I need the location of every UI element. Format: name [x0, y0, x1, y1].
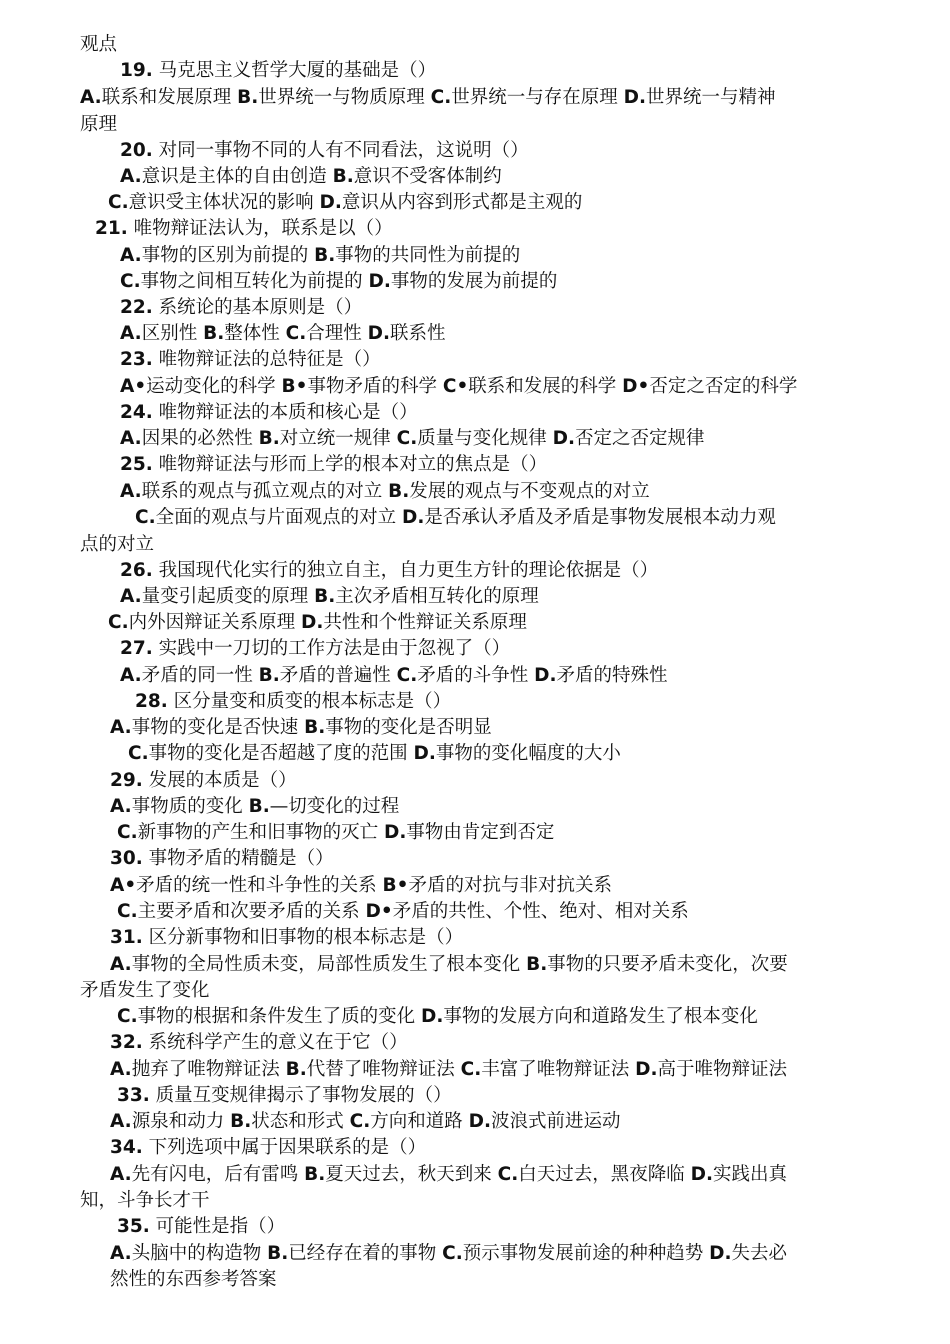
question-32: 32. 系统科学产生的意义在于它（） [110, 1032, 408, 1053]
options-21: C.事物之间相互转化为前提的 D.事物的发展为前提的 [120, 271, 558, 292]
options-26: C.内外因辩证关系原理 D.共性和个性辩证关系原理 [108, 612, 527, 633]
options-34: A.先有闪电，后有雷鸣 B.夏天过去，秋天到来 C.白天过去，黑夜降临 D.实践出真 [110, 1164, 788, 1185]
text-line: 原理 [80, 114, 118, 135]
question-26: 26. 我国现代化实行的独立自主，自力更生方针的理论依据是（） [120, 560, 659, 581]
options-29: C.新事物的产生和旧事物的灭亡 D.事物由肯定到否定 [117, 822, 555, 843]
options-26: A.量变引起质变的原理 B.主次矛盾相互转化的原理 [120, 586, 539, 607]
options-30: C.主要矛盾和次要矛盾的关系 D•矛盾的共性、个性、绝对、相对关系 [117, 901, 689, 922]
options-31: C.事物的根据和条件发生了质的变化 D.事物的发展方向和道路发生了根本变化 [117, 1006, 758, 1027]
options-32: A.抛弃了唯物辩证法 B.代替了唯物辩证法 C.丰富了唯物辩证法 D.高于唯物辩证法 [110, 1059, 788, 1080]
question-35: 35. 可能性是指（） [117, 1216, 286, 1237]
options-20: C.意识受主体状况的影响 D.意识从内容到形式都是主观的 [108, 192, 583, 213]
options-33: A.源泉和动力 B.状态和形式 C.方向和道路 D.波浪式前进运动 [110, 1111, 621, 1132]
question-25: 25. 唯物辩证法与形而上学的根本对立的焦点是（） [120, 454, 548, 475]
question-27: 27. 实践中一刀切的工作方法是由于忽视了（） [120, 638, 511, 659]
question-22: 22. 系统论的基本原则是（） [120, 297, 363, 318]
question-20: 20. 对同一事物不同的人有不同看法，这说明（） [120, 140, 529, 161]
options-25: C.全面的观点与片面观点的对立 D.是否承认矛盾及矛盾是事物发展根本动力观 [135, 507, 776, 528]
question-34: 34. 下列选项中属于因果联系的是（） [110, 1137, 427, 1158]
question-31: 31. 区分新事物和旧事物的根本标志是（） [110, 927, 464, 948]
options-23: A•运动变化的科学 B•事物矛盾的科学 C•联系和发展的科学 D•否定之否定的科学 [120, 376, 798, 397]
question-24: 24. 唯物辩证法的本质和核心是（） [120, 402, 418, 423]
options-29: A.事物质的变化 B.—切变化的过程 [110, 796, 400, 817]
question-30: 30. 事物矛盾的精髓是（） [110, 848, 334, 869]
question-33: 33. 质量互变规律揭示了事物发展的（） [117, 1085, 452, 1106]
options-35: A.头脑中的构造物 B.已经存在着的事物 C.预示事物发展前途的种种趋势 D.失去必 [110, 1243, 788, 1264]
options-28: A.事物的变化是否快速 B.事物的变化是否明显 [110, 717, 492, 738]
text-line: 然性的东西参考答案 [110, 1269, 277, 1290]
options-31: A.事物的全局性质未变，局部性质发生了根本变化 B.事物的只要矛盾未变化，次要 [110, 954, 788, 975]
options-28: C.事物的变化是否超越了度的范围 D.事物的变化幅度的大小 [128, 743, 621, 764]
question-21: 21. 唯物辩证法认为，联系是以（） [95, 218, 393, 239]
options-25: A.联系的观点与孤立观点的对立 B.发展的观点与不变观点的对立 [120, 481, 650, 502]
options-30: A•矛盾的统一性和斗争性的关系 B•矛盾的对抗与非对抗关系 [110, 875, 612, 896]
options-20: A.意识是主体的自由创造 B.意识不受客体制约 [120, 166, 502, 187]
options-24: A.因果的必然性 B.对立统一规律 C.质量与变化规律 D.否定之否定规律 [120, 428, 705, 449]
options-27: A.矛盾的同一性 B.矛盾的普遍性 C.矛盾的斗争性 D.矛盾的特殊性 [120, 665, 668, 686]
question-23: 23. 唯物辩证法的总特征是（） [120, 349, 381, 370]
question-29: 29. 发展的本质是（） [110, 770, 297, 791]
options-19: A.联系和发展原理 B.世界统一与物质原理 C.世界统一与存在原理 D.世界统一与精神 [80, 87, 776, 108]
question-28: 28. 区分量变和质变的根本标志是（） [135, 691, 452, 712]
text-line: 点的对立 [80, 534, 155, 555]
options-22: A.区别性 B.整体性 C.合理性 D.联系性 [120, 323, 446, 344]
text-line: 知，斗争长才干 [80, 1190, 210, 1211]
text-line: 矛盾发生了变化 [80, 980, 210, 1001]
question-19: 19. 马克思主义哲学大厦的基础是（） [120, 60, 437, 81]
text-line: 观点 [80, 34, 118, 55]
options-21: A.事物的区别为前提的 B.事物的共同性为前提的 [120, 245, 521, 266]
